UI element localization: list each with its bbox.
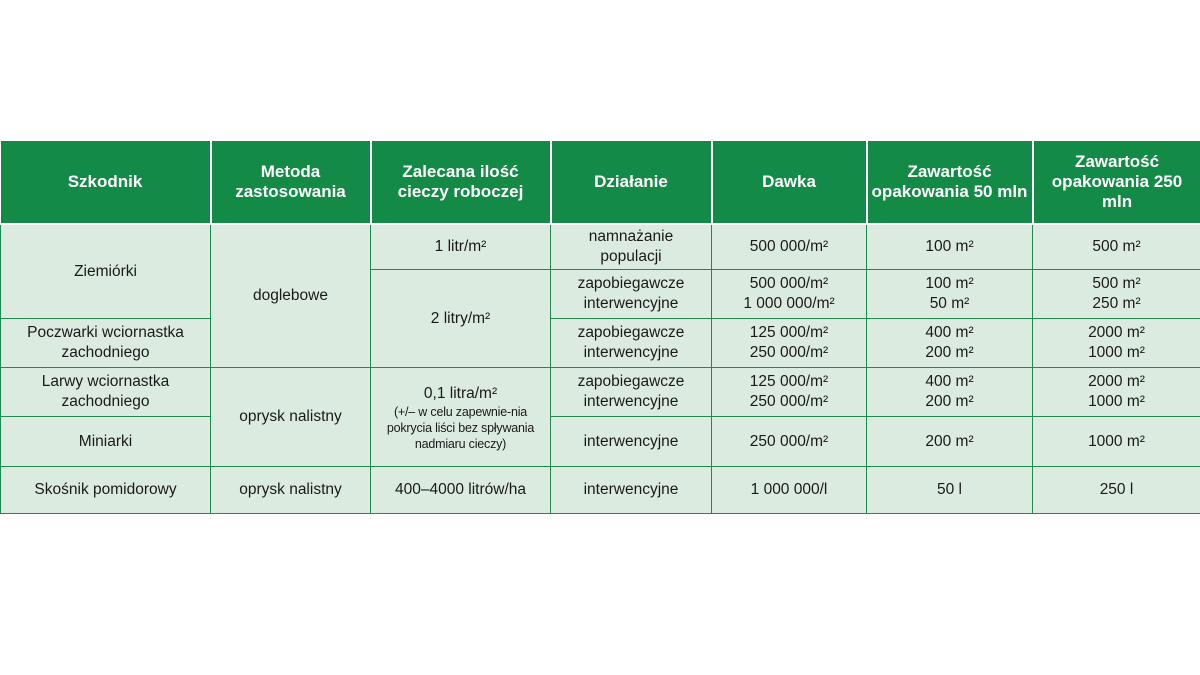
method-cell: doglebowe (211, 224, 371, 368)
dose-cell (712, 224, 867, 270)
cell-line: interwencyjne (583, 295, 679, 312)
pack-250-cell (1033, 224, 1200, 270)
pack-250-cell (1033, 319, 1200, 368)
header-row (1, 141, 1200, 224)
cell-line: 250 m² (1092, 295, 1141, 312)
action-cell (551, 417, 712, 467)
liquid-cell: 1 litr/m² (371, 224, 551, 270)
pest-cell: Miniarki (1, 417, 211, 467)
dose-cell (712, 270, 867, 319)
cell-line: 250 000/m² (749, 344, 829, 361)
header-cell-method: Metoda zastosowania (211, 141, 371, 224)
cell-line: 500 m² (1092, 238, 1141, 255)
cell-line: zapobiegawcze (577, 373, 685, 390)
cell-line: interwencyjne (583, 481, 679, 498)
cell-line: 1000 m² (1088, 432, 1145, 450)
liquid-amount: 0,1 litra/m² (423, 385, 498, 402)
pack-50-cell (867, 417, 1033, 467)
cell-line: 200 m² (925, 432, 974, 450)
cell-line: 250 000/m² (749, 432, 829, 450)
action-cell (551, 270, 712, 319)
cell-line: zapobiegawcze (577, 275, 685, 292)
dose-cell (712, 467, 867, 514)
cell-line: 100 m² (925, 238, 974, 255)
dosage-table (0, 141, 1200, 514)
pack-50-cell (867, 270, 1033, 319)
liquid-cell: 2 litry/m² (371, 270, 551, 368)
pack-50-cell (867, 368, 1033, 417)
cell-line: 1 000 000/l (750, 481, 828, 498)
header-cell-pack-250: Zawartość opakowania 250 mln (1033, 141, 1200, 224)
action-cell (551, 368, 712, 417)
cell-line: zapobiegawcze (577, 324, 685, 341)
cell-line: 500 000/m² (749, 275, 829, 292)
pest-cell: Poczwarki wciornastka zachodniego (1, 319, 211, 368)
cell-line: 1000 m² (1088, 393, 1145, 410)
cell-line: 400 m² (925, 324, 974, 341)
cell-line: 125 000/m² (749, 324, 829, 341)
table-row (1, 224, 1200, 270)
header-cell-liquid: Zalecana ilość cieczy roboczej (371, 141, 551, 224)
pack-50-cell (867, 224, 1033, 270)
header-cell-dose: Dawka (712, 141, 867, 224)
action-cell (551, 224, 712, 270)
cell-line: 400 m² (925, 373, 974, 390)
liquid-cell (371, 368, 551, 467)
pack-50-cell (867, 467, 1033, 514)
cell-line: 100 m² (925, 275, 974, 292)
table-row (1, 417, 1200, 467)
cell-line: 250 l (1099, 481, 1134, 498)
action-cell (551, 319, 712, 368)
header-cell-action: Działanie (551, 141, 712, 224)
cell-line: 500 000/m² (749, 238, 829, 255)
pack-250-cell (1033, 368, 1200, 417)
header-cell-pack-50: Zawartość opakowania 50 mln (867, 141, 1033, 224)
method-cell: oprysk nalistny (211, 368, 371, 467)
table-row (1, 319, 1200, 368)
dose-cell (712, 319, 867, 368)
cell-line: 250 000/m² (749, 393, 829, 410)
table-row (1, 368, 1200, 417)
pack-250-cell (1033, 467, 1200, 514)
cell-line: 50 m² (929, 295, 970, 312)
table-row (1, 467, 1200, 514)
pest-cell: Larwy wciornastka zachodniego (1, 368, 211, 417)
dose-cell (712, 368, 867, 417)
liquid-note: (+/– w celu zapewnie-nia pokrycia liści bez spływania nadmiaru cieczy) (386, 405, 535, 451)
cell-line: 2000 m² (1088, 324, 1145, 341)
cell-line: 200 m² (925, 344, 974, 361)
cell-line: 2000 m² (1088, 373, 1145, 390)
cell-line: interwencyjne (583, 344, 679, 361)
pest-cell: Skośnik pomidorowy (1, 467, 211, 514)
cell-line: 500 m² (1092, 275, 1141, 292)
cell-line: populacji (600, 248, 662, 265)
cell-line: 125 000/m² (749, 373, 829, 390)
cell-line: 200 m² (925, 393, 974, 410)
action-cell (551, 467, 712, 514)
pack-50-cell (867, 319, 1033, 368)
pest-cell: Ziemiórki (1, 224, 211, 319)
cell-line: interwencyjne (583, 432, 679, 450)
cell-line: 1000 m² (1088, 344, 1145, 361)
liquid-cell: 400–4000 litrów/ha (371, 467, 551, 514)
cell-line: 1 000 000/m² (743, 295, 835, 312)
cell-line: interwencyjne (583, 393, 679, 410)
header-cell-pest: Szkodnik (1, 141, 211, 224)
pack-250-cell (1033, 417, 1200, 467)
cell-line: 50 l (937, 481, 962, 498)
dose-cell (712, 417, 867, 467)
method-cell: oprysk nalistny (211, 467, 371, 514)
cell-line: namnażanie (588, 228, 674, 245)
pack-250-cell (1033, 270, 1200, 319)
